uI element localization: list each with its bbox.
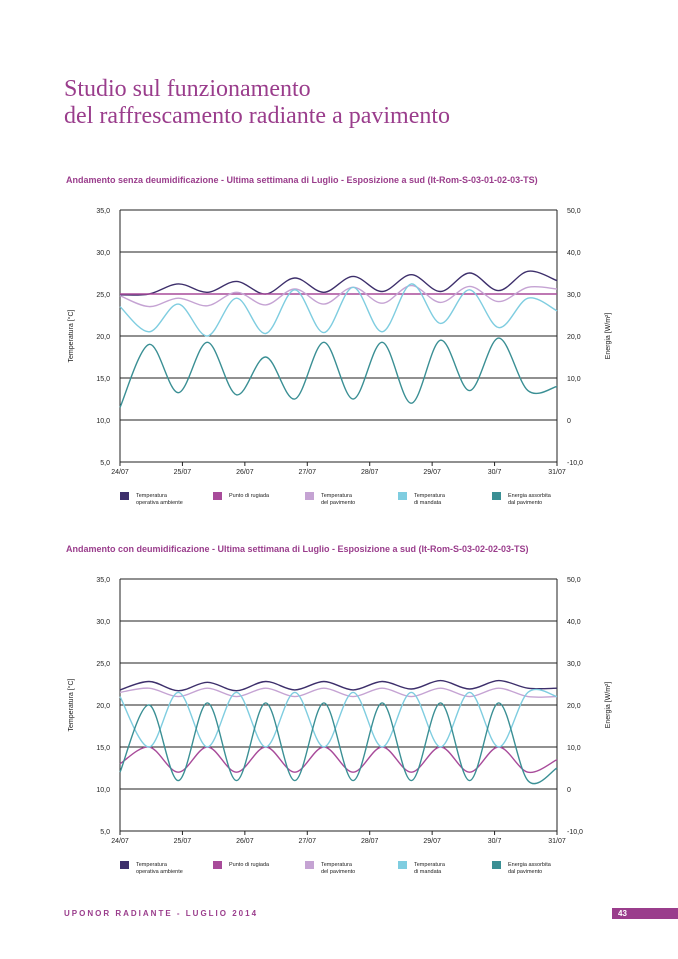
legend-label: Energia assorbita xyxy=(508,862,551,868)
series-line-4 xyxy=(120,284,557,336)
x-tick-label: 29/07 xyxy=(423,838,441,845)
y2-tick-label: 30,0 xyxy=(567,661,581,668)
y-tick-label: 30,0 xyxy=(96,619,110,626)
y-tick-label: 25,0 xyxy=(96,292,110,299)
x-tick-label: 26/07 xyxy=(236,469,254,476)
legend-label: Temperatura xyxy=(414,493,445,499)
x-tick-label: 28/07 xyxy=(360,469,379,476)
legend-swatch xyxy=(398,492,407,500)
x-tick-label: 26/07 xyxy=(236,838,254,845)
legend-label: Temperatura xyxy=(321,862,352,868)
legend-label: del pavimento xyxy=(321,500,356,506)
series-line-4 xyxy=(120,689,557,747)
legend-label: Temperatura xyxy=(321,493,352,499)
legend-label: operativa ambiente xyxy=(136,500,183,506)
y-tick-label: 10,0 xyxy=(96,787,110,794)
y2-axis-label: Energia [W/m²] xyxy=(605,681,612,729)
page-title-line-1: Studio sul funzionamento xyxy=(64,76,311,102)
legend-label: Temperatura xyxy=(136,862,167,868)
legend-swatch xyxy=(492,861,501,869)
y-tick-label: 20,0 xyxy=(96,703,110,710)
y-tick-label: 10,0 xyxy=(96,418,110,425)
y2-tick-label: 10,0 xyxy=(567,376,581,383)
page-title-line-2: del raffrescamento radiante a pavimento xyxy=(64,103,451,129)
y-tick-label: 5,0 xyxy=(100,460,110,467)
x-tick-label: 30/7 xyxy=(487,838,502,845)
legend-swatch xyxy=(492,492,501,500)
page-footer: UPONOR RADIANTE - LUGLIO 2014 xyxy=(64,909,259,918)
legend-label: di mandata xyxy=(414,500,442,506)
y2-tick-label: 0 xyxy=(567,418,571,425)
legend-label: Punto di rugiada xyxy=(229,862,270,868)
y-tick-label: 25,0 xyxy=(96,661,110,668)
y-axis-label: Temperatura [°C] xyxy=(68,678,75,732)
series-line-5 xyxy=(120,703,557,784)
y2-tick-label: 20,0 xyxy=(567,703,581,710)
page-title xyxy=(64,76,450,130)
y2-tick-label: 40,0 xyxy=(567,250,581,257)
chart-1 xyxy=(0,195,678,545)
series-line-1 xyxy=(120,271,557,295)
legend-label: dal pavimento xyxy=(508,869,543,875)
y2-tick-label: 50,0 xyxy=(567,208,581,215)
x-tick-label: 30/7 xyxy=(487,469,502,476)
legend-swatch xyxy=(213,861,222,869)
y2-tick-label: 0 xyxy=(567,787,571,794)
x-tick-label: 29/07 xyxy=(423,469,441,476)
y-tick-label: 35,0 xyxy=(96,208,110,215)
chart-2-title: Andamento con deumidificazione - Ultima settimana di Luglio - Esposizione a sud (It-Rom-S-03-02-02-03-TS) xyxy=(66,544,529,554)
legend-swatch xyxy=(213,492,222,500)
legend-label: Temperatura xyxy=(414,862,445,868)
x-tick-label: 25/07 xyxy=(173,838,192,845)
x-tick-label: 27/07 xyxy=(298,469,317,476)
x-tick-label: 31/07 xyxy=(548,838,566,845)
y-axis-label: Temperatura [°C] xyxy=(68,309,75,363)
legend-label: Punto di rugiada xyxy=(229,493,270,499)
y2-axis-label: Energia [W/m²] xyxy=(605,312,612,360)
series-line-5 xyxy=(120,338,557,407)
legend-label: di mandata xyxy=(414,869,442,875)
x-tick-label: 31/07 xyxy=(548,469,566,476)
legend-label: Temperatura xyxy=(136,493,167,499)
legend-swatch xyxy=(120,492,129,500)
y-tick-label: 35,0 xyxy=(96,577,110,584)
legend-swatch xyxy=(305,861,314,869)
x-tick-label: 24/07 xyxy=(111,469,129,476)
y-tick-label: 15,0 xyxy=(96,745,110,752)
series-line-3 xyxy=(120,286,557,307)
legend-label: dal pavimento xyxy=(508,500,543,506)
y2-tick-label: 50,0 xyxy=(567,577,581,584)
legend-swatch xyxy=(120,861,129,869)
x-tick-label: 28/07 xyxy=(360,838,379,845)
legend-label: Energia assorbita xyxy=(508,493,551,499)
y-tick-label: 15,0 xyxy=(96,376,110,383)
y2-tick-label: 10,0 xyxy=(567,745,581,752)
y-tick-label: 5,0 xyxy=(100,829,110,836)
legend-label: operativa ambiente xyxy=(136,869,183,875)
y2-tick-label: 40,0 xyxy=(567,619,581,626)
y-tick-label: 20,0 xyxy=(96,334,110,341)
y2-tick-label: 20,0 xyxy=(567,334,581,341)
chart-1-title: Andamento senza deumidificazione - Ultima settimana di Luglio - Esposizione a sud (It-Rom-S-03-01-02-03-TS) xyxy=(66,175,538,185)
x-tick-label: 25/07 xyxy=(173,469,192,476)
legend-swatch xyxy=(305,492,314,500)
chart-2 xyxy=(0,564,678,914)
y2-tick-label: 30,0 xyxy=(567,292,581,299)
y-tick-label: 30,0 xyxy=(96,250,110,257)
page-number: 43 xyxy=(618,909,627,918)
x-tick-label: 24/07 xyxy=(111,838,129,845)
legend-swatch xyxy=(398,861,407,869)
legend-label: del pavimento xyxy=(321,869,356,875)
y2-tick-label: -10,0 xyxy=(567,829,583,836)
y2-tick-label: -10,0 xyxy=(567,460,583,467)
x-tick-label: 27/07 xyxy=(298,838,317,845)
